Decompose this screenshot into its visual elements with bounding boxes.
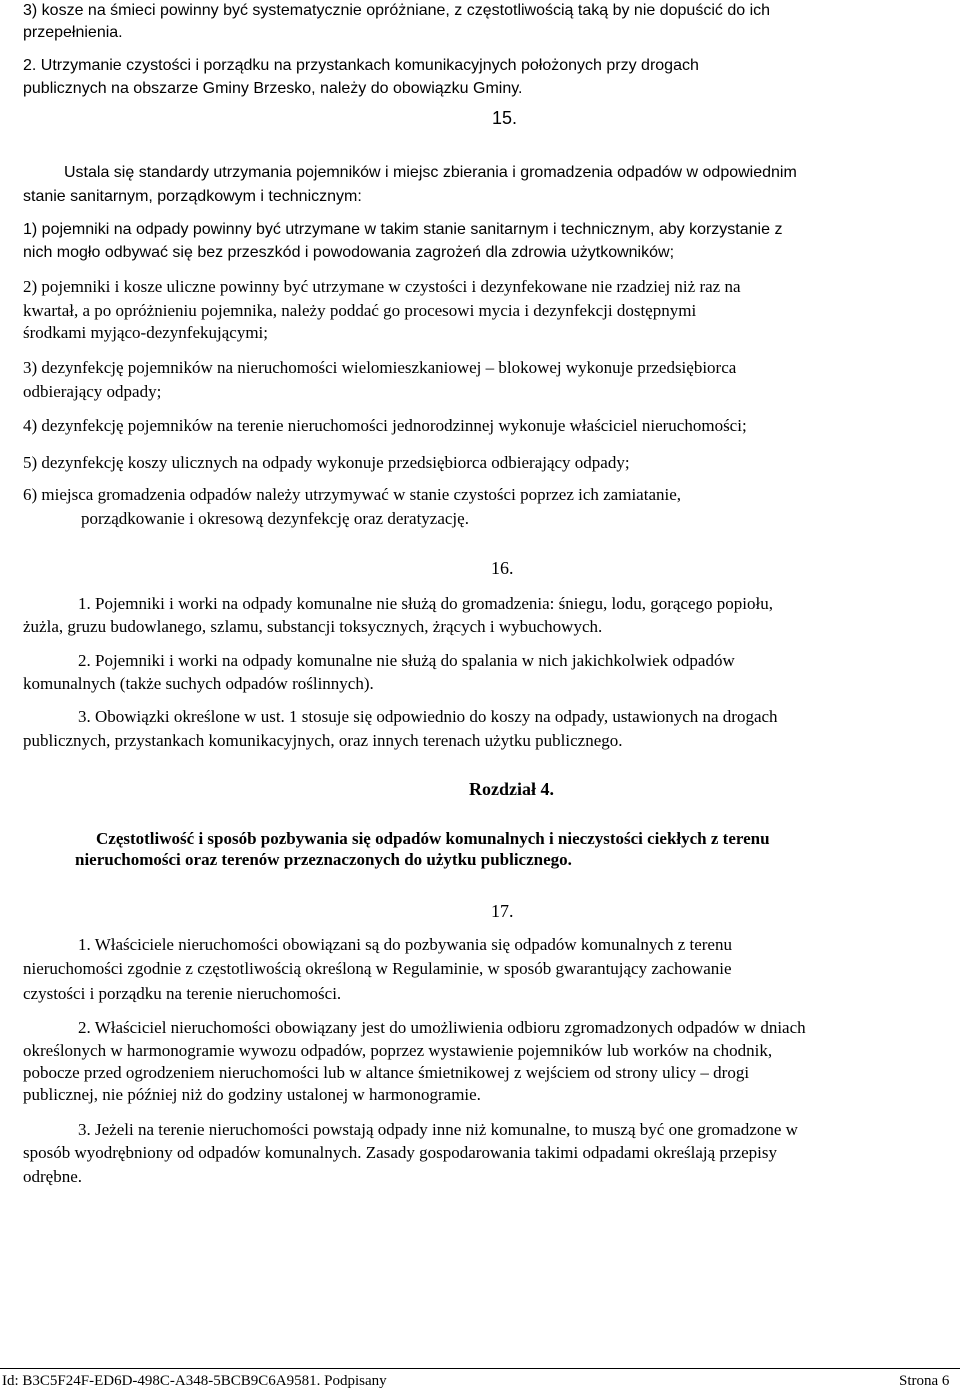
section-17-paragraph: publicznej, nie później niż do godziny ustalonej w harmonogramie. (23, 1085, 481, 1104)
section-17-heading: 17. (491, 901, 514, 921)
section-17-paragraph: 1. Właściciele nieruchomości obowiązani są do pozbywania się odpadów komunalnych z terenu (78, 935, 732, 954)
list-item: 5) dezynfekcję koszy ulicznych na odpady wykonuje przedsiębiorca odbierający odpady; (23, 453, 630, 472)
list-item: 3) dezynfekcję pojemników na nieruchomości wielomieszkaniowej – blokowej wykonuje przedsiębiorca (23, 358, 737, 377)
list-item: 4) dezynfekcję pojemników na terenie nieruchomości jednorodzinnej wykonuje właściciel nieruchomości; (23, 416, 747, 435)
section-16-paragraph: publicznych, przystankach komunikacyjnych, oraz innych terenach użytku publicznego. (23, 731, 623, 750)
footer-document-id: Id: B3C5F24F-ED6D-498C-A348-5BCB9C6A9581. Podpisany (2, 1373, 387, 1389)
section-15-heading: 15. (492, 108, 518, 128)
section-17-paragraph: sposób wyodrębniony od odpadów komunalnych. Zasady gospodarowania takimi odpadami określają przepisy (23, 1143, 777, 1162)
intro-paragraph-2: publicznych na obszarze Gminy Brzesko, należy do obowiązku Gminy. (23, 80, 523, 97)
section-17-paragraph: pobocze przed ogrodzeniem nieruchomości lub w altance śmietnikowej z wejściem od strony ulicy – drogi (23, 1063, 750, 1082)
list-item: 6) miejsca gromadzenia odpadów należy utrzymywać w stanie czystości poprzez ich zamiatanie, (23, 485, 682, 504)
footer-page-number: Strona 6 (899, 1373, 950, 1389)
list-item: środkami myjąco-dezynfekującymi; (23, 323, 268, 342)
section-15-intro: stanie sanitarnym, porządkowym i technicznym: (23, 188, 362, 205)
intro-line: przepełnienia. (23, 24, 123, 41)
section-16-heading: 16. (491, 558, 514, 578)
section-17-paragraph: odrębne. (23, 1167, 83, 1186)
section-16-paragraph: 3. Obowiązki określone w ust. 1 stosuje się odpowiednio do koszy na odpady, ustawionych na drogach (78, 707, 778, 726)
chapter-subtitle: Częstotliwość i sposób pozbywania się odpadów komunalnych i nieczystości ciekłych z terenu (96, 829, 770, 848)
list-item: nich mogło odbywać się bez przeszkód i powodowania zagrożeń dla zdrowia użytkowników; (23, 244, 675, 261)
section-17-paragraph: 3. Jeżeli na terenie nieruchomości powstają odpady inne niż komunalne, to muszą być one gromadzone w (78, 1120, 798, 1139)
section-17-paragraph: czystości i porządku na terenie nieruchomości. (23, 984, 342, 1003)
list-item: odbierający odpady; (23, 382, 162, 401)
section-16-paragraph: 1. Pojemniki i worki na odpady komunalne nie służą do gromadzenia: śniegu, lodu, gorącego popiołu, (78, 594, 773, 613)
chapter-subtitle: nieruchomości oraz terenów przeznaczonych do użytku publicznego. (75, 850, 572, 869)
list-item: porządkowanie i okresową dezynfekcję oraz deratyzację. (81, 509, 469, 528)
chapter-title: Rozdział 4. (469, 779, 554, 799)
section-17-paragraph: 2. Właściciel nieruchomości obowiązany jest do umożliwienia odbioru zgromadzonych odpadów w dniach (78, 1018, 806, 1037)
footer-divider (0, 1368, 960, 1369)
section-15-intro: Ustala się standardy utrzymania pojemników i miejsc zbierania i gromadzenia odpadów w odpowiednim (64, 164, 797, 181)
section-17-paragraph: nieruchomości zgodnie z częstotliwością określoną w Regulaminie, w sposób gwarantujący zachowanie (23, 959, 732, 978)
section-16-paragraph: 2. Pojemniki i worki na odpady komunalne nie służą do spalania w nich jakichkolwiek odpadów (78, 651, 735, 670)
list-item: kwartał, a po opróżnieniu pojemnika, należy poddać go procesowi mycia i dezynfekcji dostępnymi (23, 301, 697, 320)
intro-line: 3) kosze na śmieci powinny być systematycznie opróżniane, z częstotliwością taką by nie dopuścić do ich (23, 2, 771, 19)
list-item: 1) pojemniki na odpady powinny być utrzymane w takim stanie sanitarnym i technicznym, aby korzystanie z (23, 221, 783, 238)
intro-paragraph-2: 2. Utrzymanie czystości i porządku na przystankach komunikacyjnych położonych przy drogach (23, 57, 699, 74)
section-16-paragraph: komunalnych (także suchych odpadów roślinnych). (23, 674, 374, 693)
list-item: 2) pojemniki i kosze uliczne powinny być utrzymane w czystości i dezynfekowane nie rzadziej niż raz na (23, 277, 741, 296)
section-16-paragraph: żużla, gruzu budowlanego, szlamu, substancji toksycznych, żrących i wybuchowych. (23, 617, 603, 636)
section-17-paragraph: określonych w harmonogramie wywozu odpadów, poprzez wystawienie pojemników lub worków na chodnik, (23, 1041, 773, 1060)
